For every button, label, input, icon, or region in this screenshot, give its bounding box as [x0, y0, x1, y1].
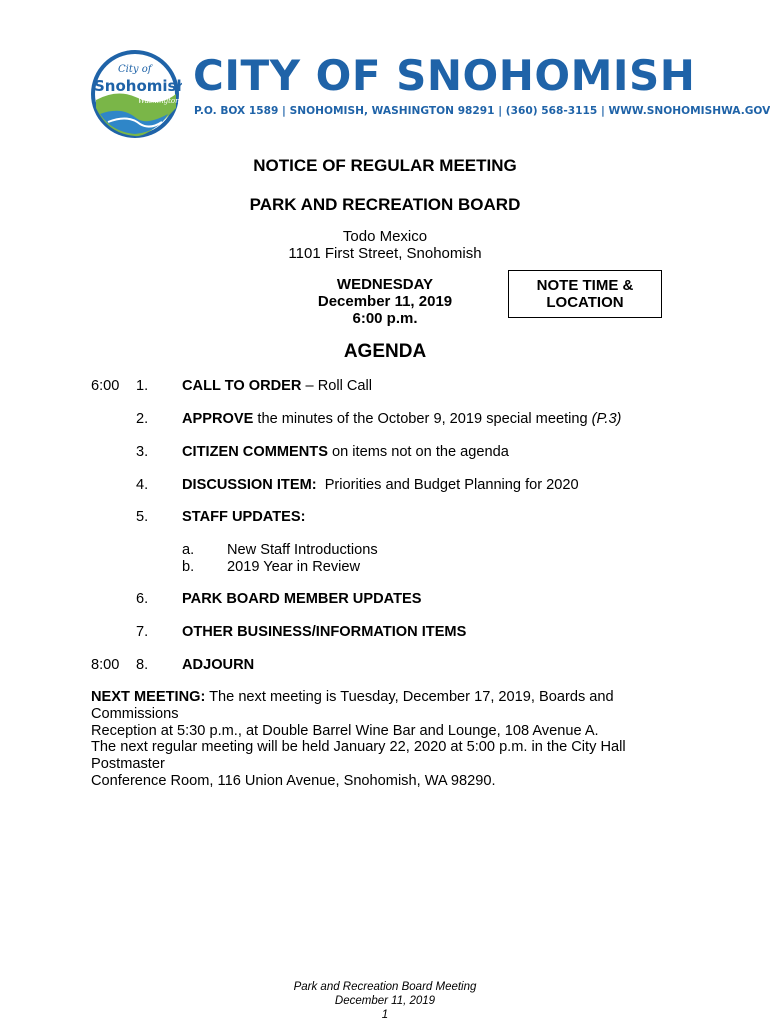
item-time: 6:00: [91, 378, 120, 394]
venue-name: Todo Mexico: [342, 228, 428, 245]
meeting-date: December 11, 2019: [317, 293, 453, 310]
agenda-item: [182, 378, 372, 395]
notice-title: NOTICE OF REGULAR MEETING: [253, 156, 517, 175]
subitem-text: 2019 Year in Review: [227, 559, 361, 575]
page-number: 1: [381, 1009, 389, 1021]
agenda-item: [182, 477, 579, 494]
agenda-item: [182, 624, 466, 641]
subitem-text: New Staff Introductions: [227, 542, 378, 558]
item-heading: APPROVE: [182, 411, 254, 427]
svg-text:Washington: Washington: [138, 97, 180, 105]
note-line-1: NOTE TIME &: [536, 277, 634, 294]
footer-date: December 11, 2019: [334, 995, 436, 1007]
item-text: – Roll Call: [301, 378, 373, 394]
agenda-item: [182, 657, 254, 674]
item-heading: CITIZEN COMMENTS: [182, 444, 328, 460]
next-meeting-label: NEXT MEETING:: [91, 689, 206, 705]
item-heading: CALL TO ORDER: [182, 378, 302, 394]
meeting-time: 6:00 p.m.: [352, 310, 418, 327]
regular-meeting-line-1: The next regular meeting will be held January 22, 2020 at 5:00 p.m. in the City Hall Postmaster: [91, 739, 626, 772]
regular-meeting-paragraph: [91, 739, 691, 790]
item-heading: ADJOURN: [182, 657, 255, 673]
regular-meeting-line-2: Conference Room, 116 Union Avenue, Snohomish, WA 98290.: [91, 773, 496, 789]
board-name: PARK AND RECREATION BOARD: [249, 195, 521, 214]
item-text: on items not on the agenda: [327, 444, 509, 460]
next-meeting-line-2: Reception at 5:30 p.m., at Double Barrel Wine Bar and Lounge, 108 Avenue A.: [91, 723, 599, 739]
item-text: Priorities and Budget Planning for 2020: [316, 477, 579, 493]
note-line-2: LOCATION: [546, 294, 624, 311]
venue-address: 1101 First Street, Snohomish: [288, 245, 482, 262]
meeting-day: WEDNESDAY: [336, 276, 434, 293]
item-heading: PARK BOARD MEMBER UPDATES: [182, 591, 422, 607]
item-time: 8:00: [91, 657, 120, 673]
agenda-item: [182, 591, 421, 608]
svg-text:Snohomish: Snohomish: [94, 77, 182, 95]
agenda-item: [182, 444, 509, 461]
item-number: 2.: [136, 411, 149, 427]
subitem-letter: a.: [182, 542, 195, 558]
item-number: 7.: [136, 624, 149, 640]
item-number: 3.: [136, 444, 149, 460]
item-heading: STAFF UPDATES:: [182, 509, 306, 525]
note-box: [508, 270, 662, 318]
agenda-item: [182, 509, 306, 526]
city-logo: [88, 48, 182, 140]
agenda-item: [182, 411, 621, 428]
item-number: 8.: [136, 657, 149, 673]
city-contact-line: P.O. BOX 1589 | SNOHOMISH, WASHINGTON 98291 | (360) 568-3115 | WWW.SNOHOMISHWA.GOV: [194, 105, 770, 117]
item-number: 4.: [136, 477, 149, 493]
city-title: CITY OF SNOHOMISH: [193, 51, 696, 100]
item-heading: OTHER BUSINESS/INFORMATION ITEMS: [182, 624, 467, 640]
next-meeting-paragraph: [91, 689, 691, 740]
item-text: the minutes of the October 9, 2019 special meeting: [253, 411, 592, 427]
agenda-title: AGENDA: [343, 341, 427, 362]
svg-text:City of: City of: [118, 64, 152, 75]
item-heading: DISCUSSION ITEM:: [182, 477, 317, 493]
page-reference: (P.3): [591, 411, 622, 427]
item-number: 1.: [136, 378, 149, 394]
subitem-letter: b.: [182, 559, 195, 575]
footer-title: Park and Recreation Board Meeting: [293, 981, 477, 993]
item-number: 5.: [136, 509, 149, 525]
next-meeting-line-1: The next meeting is Tuesday, December 17, 2019, Boards and Commissions: [91, 689, 614, 722]
item-number: 6.: [136, 591, 149, 607]
